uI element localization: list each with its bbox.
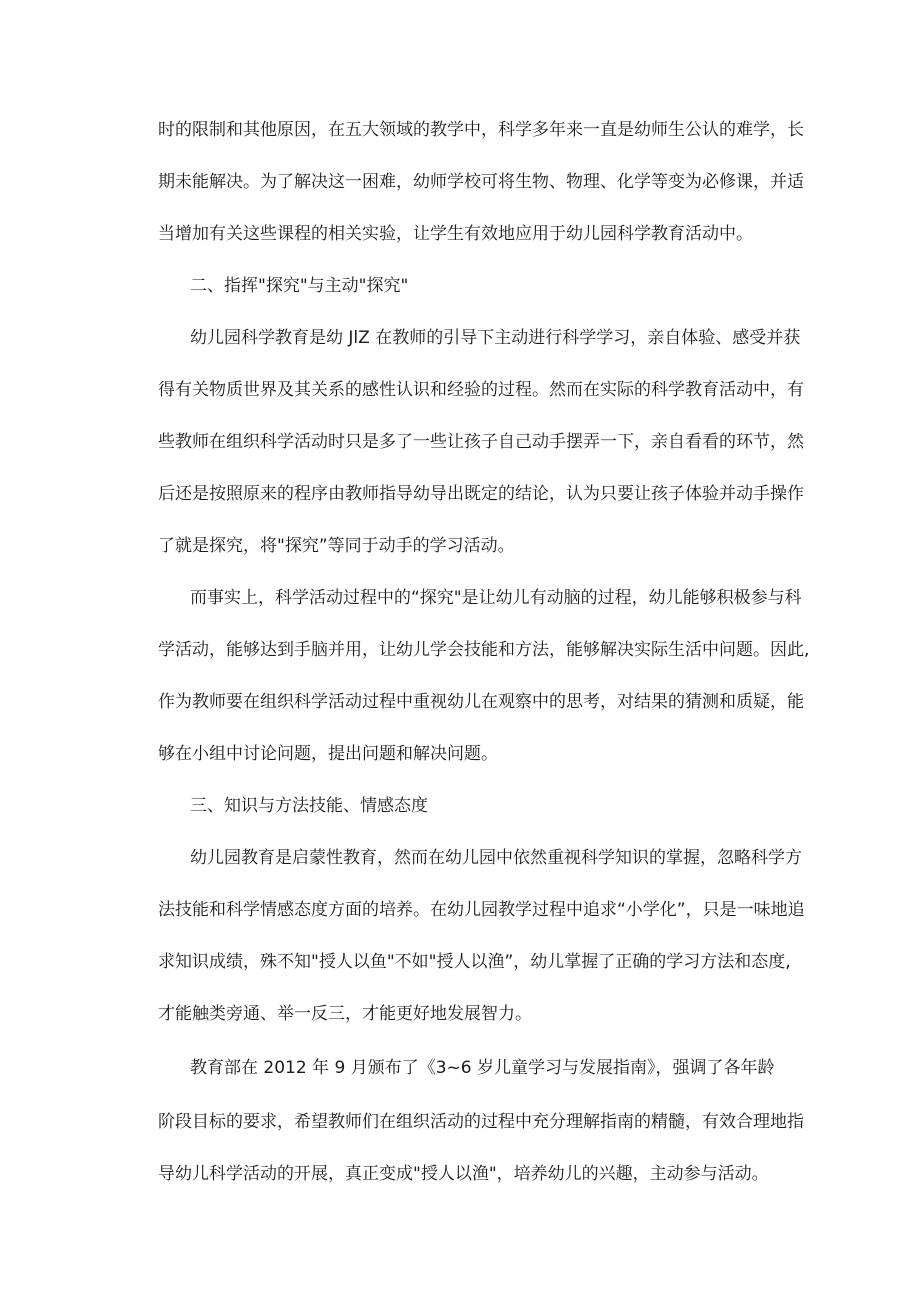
paragraph-4-line-1: 而事实上，科学活动过程中的“探究"是让幼儿有动脑的过程，幼儿能够积极参与科 bbox=[190, 588, 802, 608]
paragraph-6-line-3: 求知识成绩，殊不知"授人以鱼"不如"授人以渔”，幼儿掌握了正确的学习方法和态度, bbox=[158, 952, 791, 972]
paragraph-7-line-1: 教育部在 2012 年 9 月颁布了《3~6 岁儿童学习与发展指南》，强调了各年龄 bbox=[190, 1058, 775, 1078]
paragraph-6-line-4: 才能触类旁通、举一反三，才能更好地发展智力。 bbox=[158, 1004, 532, 1024]
paragraph-4-line-3: 作为教师要在组织科学活动过程中重视幼儿在观察中的思考，对结果的猜测和质疑，能 bbox=[158, 692, 804, 712]
paragraph-3-line-3: 些教师在组织科学活动时只是多了一些让孩子自己动手摆弄一下，亲自看看的环节，然 bbox=[158, 432, 804, 452]
paragraph-4-line-2: 学活动，能够达到手脑并用，让幼儿学会技能和方法，能够解决实际生活中问题。因此, bbox=[158, 640, 810, 660]
paragraph-3-line-5: 了就是探究，将"探究”等同于动手的学习活动。 bbox=[158, 536, 515, 556]
paragraph-6-line-2: 法技能和科学情感态度方面的培养。在幼儿园教学过程中追求“小学化”，只是一味地追 bbox=[158, 900, 805, 920]
paragraph-7-line-3: 导幼儿科学活动的开展，真正变成"授人以渔"，培养幼儿的兴趣，主动参与活动。 bbox=[158, 1164, 769, 1184]
paragraph-3-line-4: 后还是按照原来的程序由教师指导幼导出既定的结论，认为只要让孩子体验并动手操作 bbox=[158, 484, 804, 504]
paragraph-1-line-3: 当增加有关这些课程的相关实验，让学生有效地应用于幼儿园科学教育活动中。 bbox=[158, 224, 753, 244]
paragraph-4-line-4: 够在小组中讨论问题，提出问题和解决问题。 bbox=[158, 744, 498, 764]
paragraph-7-line-2: 阶段目标的要求，希望教师们在组织活动的过程中充分理解指南的精髓，有效合理地指 bbox=[158, 1112, 804, 1132]
paragraph-3-line-2: 得有关物质世界及其关系的感性认识和经验的过程。然而在实际的科学教育活动中，有 bbox=[158, 380, 804, 400]
section-heading-3: 三、知识与方法技能、情感态度 bbox=[190, 796, 428, 816]
section-heading-2: 二、指挥"探究"与主动"探究" bbox=[190, 276, 409, 296]
paragraph-6-line-1: 幼儿园教育是启蒙性教育，然而在幼儿园中依然重视科学知识的掌握，忽略科学方 bbox=[190, 848, 802, 868]
paragraph-1-line-1: 时的限制和其他原因，在五大领域的教学中，科学多年来一直是幼师生公认的难学，长 bbox=[158, 120, 804, 140]
paragraph-1-line-2: 期未能解决。为了解决这一困难，幼师学校可将生物、物理、化学等变为必修课，并适 bbox=[158, 172, 804, 192]
paragraph-3-line-1: 幼儿园科学教育是幼 JlZ 在教师的引导下主动进行科学学习，亲自体验、感受并获 bbox=[190, 328, 801, 348]
